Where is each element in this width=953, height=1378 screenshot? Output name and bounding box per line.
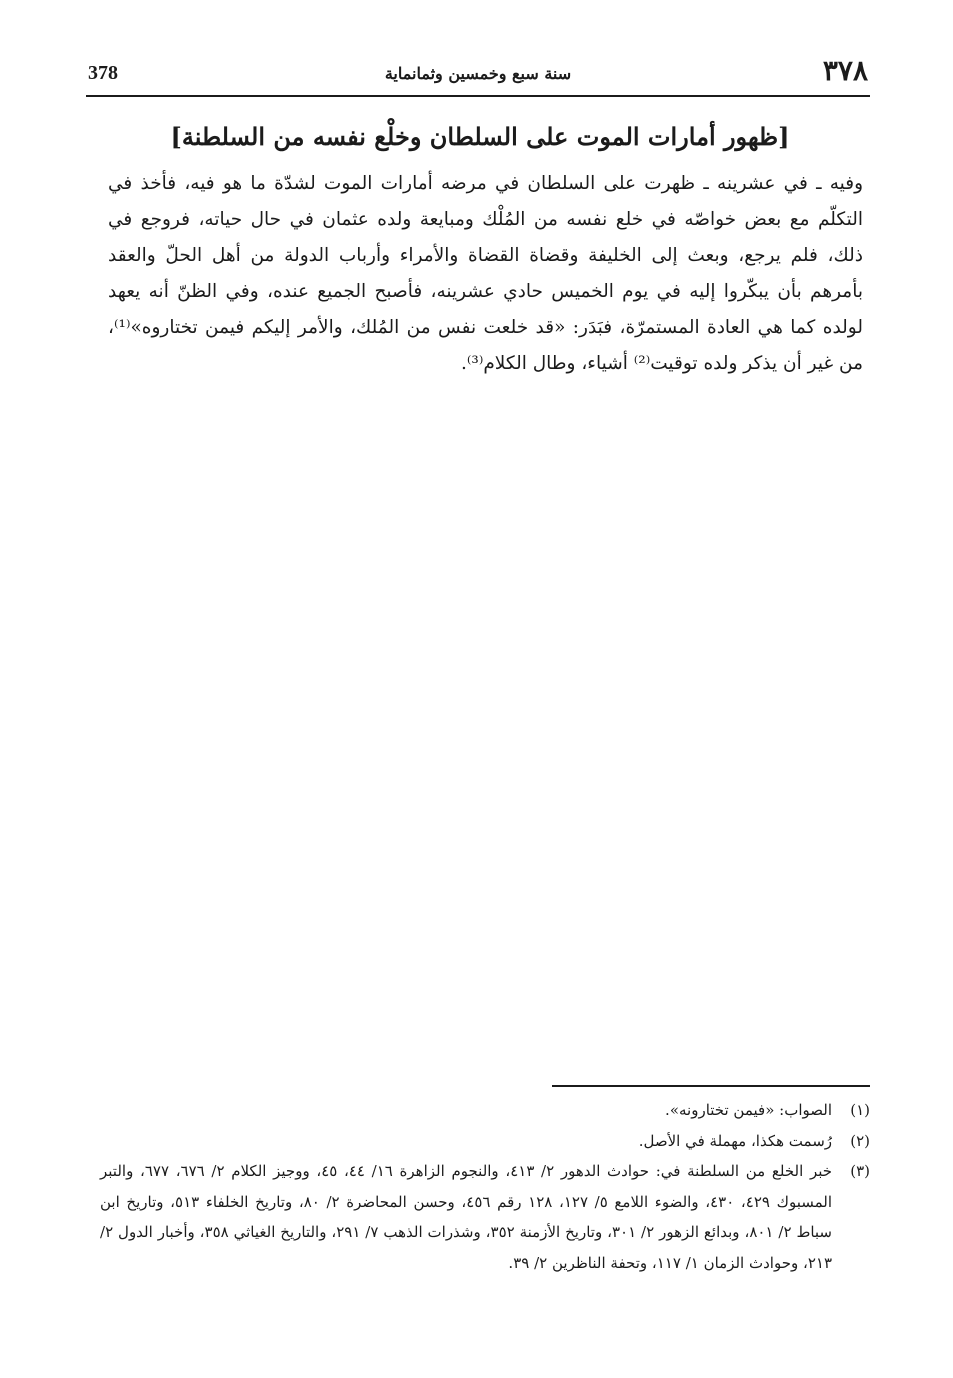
header-rule: [86, 95, 870, 97]
footnote-number: (١): [850, 1101, 870, 1119]
footnote-number: (٣): [850, 1162, 870, 1180]
section-heading: [ظهور أمارات الموت على السلطان وخلْع نفسه من السلطنة]: [170, 122, 790, 151]
footnote-3: [100, 1156, 870, 1278]
footnote-rule: [552, 1085, 870, 1087]
footnote-text: الصواب: «فيمن تختارونه».: [665, 1101, 832, 1119]
footnote-text: رُسمت هكذا، مهملة في الأصل.: [638, 1131, 832, 1150]
page-number-arabic: ٣٧٨: [822, 54, 868, 87]
footnotes: [100, 1095, 870, 1278]
page-header: [88, 52, 868, 94]
footnote-text: خبر الخلع من السلطنة في: حوادث الدهور ٢/ ٤١٣، والنجوم الزاهرة ١٦/ ٤٤، ٤٥، ووجيز الكلام ٢/ ٦٧٦، ٦٧٧، والتبر المسبوك ٤٢٩، ٤٣٠، والضوء اللامع ٥/ ١٢٧، ١٢٨ رقم ٤٥٦، وحسن المحاضرة ٢/ ٨٠، وتاريخ الخلفاء ٥١٣، وتاريخ ابن سباط ٢/ ٨٠١، وبدائع الزهور ٢/ ٣٠١، وتاريخ الأزمنة ٣٥٢، وشذرات الذهب ٧/ ٢٩١، والتاريخ الغياثي ٣٥٨، وأخبار الدول ٢/ ٢١٣، وحوادث الزمان ١/ ١١٧، وتحفة الناظرين ٢/ ٣٩.: [100, 1162, 833, 1272]
running-title: سنة سبع وخمسين وثمانماية: [384, 64, 572, 83]
page-number-latin: 378: [88, 62, 118, 84]
body-paragraph: وفيه ـ في عشرينه ـ ظهرت على السلطان في مرضه أمارات الموت لشدّة ما هو فيه، فأخذ في التكلّم مع بعض خواصّه في خلع نفسه من المُلْك ومبايعة ولده عثمان في حال حياته، فروجع في ذلك، فلم يرجع، وبعث إلى الخليفة وقضاة القضاة والأمراء وأرباب الدولة من أهل الحلّ والعقد بأمرهم بأن يبكّروا إليه في يوم الخميس حادي عشرينه، فأصبح الجميع عنده، وفي الظنّ أنه يعهد لولده كما هي العادة المستمرّة، فبَدَر: «قد خلعت نفس من المُلك، والأمر إليكم فيمن تختاروه»⁽¹⁾، من غير أن يذكر ولده توقيت⁽²⁾ أشياء، وطال الكلام⁽³⁾.: [108, 173, 863, 374]
footnote-number: (٢): [850, 1131, 870, 1150]
footnote-2: [100, 1126, 870, 1157]
footnote-1: [100, 1095, 870, 1126]
